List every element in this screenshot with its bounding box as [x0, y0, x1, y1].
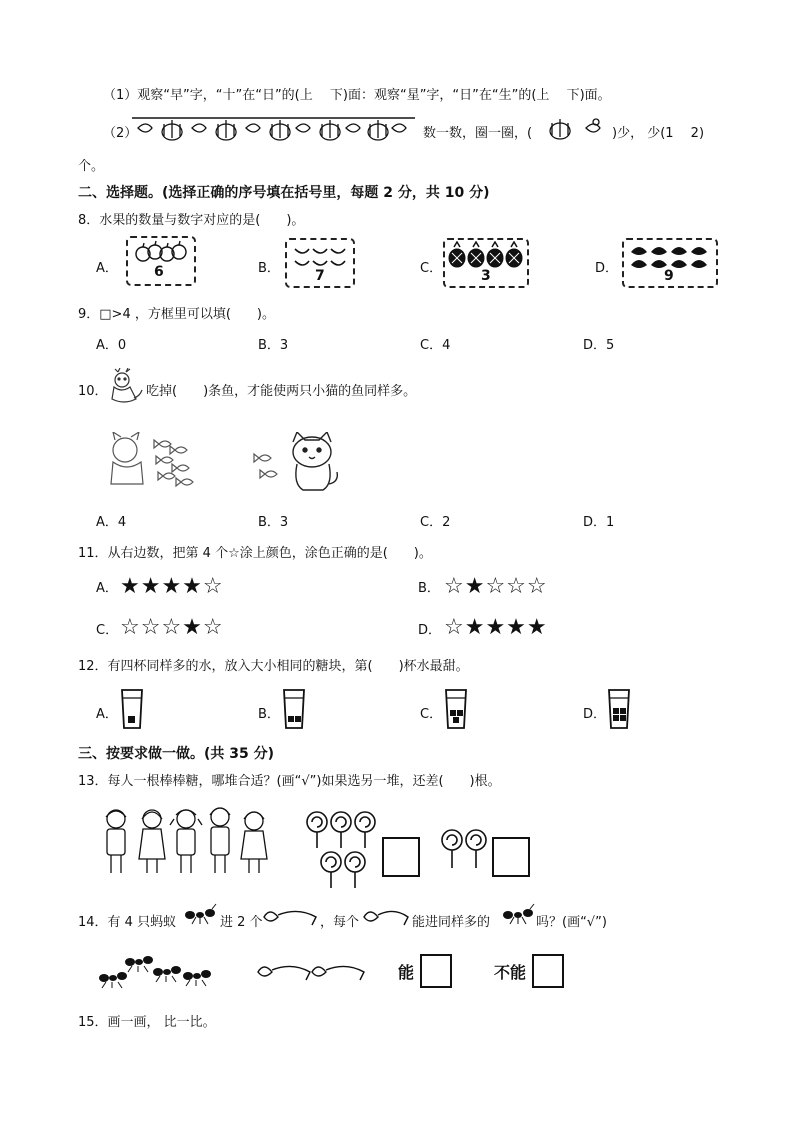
q10-option-c[interactable]: C．2 — [420, 515, 451, 530]
q8-option-b-box[interactable] — [285, 238, 355, 288]
section2-title: 二、选择题。(选择正确的序号填在括号里，每题 2 分，共 10 分) — [78, 185, 490, 201]
q14-can-box[interactable] — [420, 954, 452, 988]
leaf-nest-icon — [262, 905, 320, 927]
q13-answer-box-2[interactable] — [492, 837, 530, 877]
q14-text-a: 14．有 4 只蚂蚁 — [78, 915, 177, 930]
q12-option-d-label: D． — [583, 707, 607, 722]
four-ants-picture — [98, 950, 218, 990]
q14-cannot-label: 不能 — [494, 963, 527, 982]
q14-text-b: 进 2 个 — [220, 915, 263, 930]
lantern-leaf-row — [130, 114, 420, 142]
q11-option-d-stars[interactable]: ☆★★★★ — [444, 615, 548, 640]
q8-text: 8．水果的数量与数字对应的是( )。 — [78, 213, 305, 228]
q7-line2-suffix: 数一数，圈一圈，( — [423, 126, 533, 141]
q8-option-d-box[interactable] — [622, 238, 718, 288]
section3-title: 三、按要求做一做。(共 35 分) — [78, 746, 275, 762]
q14-can-label: 能 — [398, 963, 415, 982]
q8-option-c-number: 3 — [481, 268, 491, 284]
q11-text: 11．从右边数，把第 4 个☆涂上颜色，涂色正确的是( )。 — [78, 546, 432, 561]
q11-option-c-label: C． — [96, 623, 119, 638]
q7-line1: （1）观察“早”字，“十”在“日”的(上 下)面：观察“星”字，“日”在“生”的(上 下)面。 — [103, 88, 611, 103]
strawberries-icon — [628, 243, 714, 271]
q12-option-b-label: B． — [258, 707, 280, 722]
apples-icon — [134, 240, 190, 264]
q9-option-b[interactable]: B．3 — [258, 338, 289, 353]
q13-answer-box-1[interactable] — [382, 837, 420, 877]
deer-cat-icon — [104, 368, 146, 408]
q9-option-c[interactable]: C．4 — [420, 338, 451, 353]
two-leaf-nests-picture — [256, 958, 368, 984]
q8-option-a-box[interactable] — [126, 236, 196, 286]
q8-option-c-box[interactable] — [443, 238, 529, 288]
lollipops-two-icon — [440, 828, 490, 870]
q8-option-b-number: 7 — [315, 268, 325, 284]
q12-option-c-label: C． — [420, 707, 443, 722]
q14-text-d: 能进同样多的 — [412, 915, 491, 930]
q10-option-a[interactable]: A．4 — [96, 515, 127, 530]
q9-option-a[interactable]: A．0 — [96, 338, 127, 353]
q10-number: 10． — [78, 384, 108, 399]
two-cats-with-fish-picture — [103, 432, 343, 492]
q12-text: 12．有四杯同样多的水，放入大小相同的糖块，第( )杯水最甜。 — [78, 659, 469, 674]
q11-option-a-stars[interactable]: ★★★★☆ — [120, 574, 224, 599]
ant-icon — [184, 903, 218, 925]
q8-option-b-label: B． — [258, 261, 280, 276]
pineapples-icon — [447, 241, 527, 269]
cup-two-sugar-icon[interactable] — [282, 688, 306, 730]
cup-four-sugar-icon[interactable] — [607, 688, 631, 730]
ant-icon-2 — [502, 903, 536, 925]
q9-text: 9．□>4 ，方框里可以填( )。 — [78, 307, 275, 322]
q11-option-a-label: A． — [96, 581, 118, 596]
lantern-leaf-choice — [546, 114, 610, 140]
q8-option-d-number: 9 — [664, 268, 674, 284]
lollipops-five-icon — [305, 810, 380, 890]
q9-option-d[interactable]: D．5 — [583, 338, 615, 353]
q10-option-b[interactable]: B．3 — [258, 515, 289, 530]
q14-cannot-box[interactable] — [532, 954, 564, 988]
q8-option-d-label: D． — [595, 261, 619, 276]
q14-text-e: 吗？(画“√”) — [536, 915, 607, 930]
q14-text-c: ，每个 — [320, 915, 360, 930]
q7-line2-tail: )少， 少(1 2) — [612, 126, 705, 141]
q8-option-a-number: 6 — [154, 264, 164, 280]
q10-option-d[interactable]: D．1 — [583, 515, 615, 530]
q15-text: 15．画一画， 比一比。 — [78, 1015, 216, 1030]
q11-option-c-stars[interactable]: ☆☆☆★☆ — [120, 615, 224, 640]
q11-option-b-stars[interactable]: ☆★☆☆☆ — [444, 574, 548, 599]
q8-option-a-label: A． — [96, 261, 118, 276]
q7-line2-prefix: （2） — [103, 126, 138, 141]
leaf-nest-icon-2 — [362, 905, 412, 927]
q7-line3: 个。 — [78, 159, 105, 174]
cup-three-sugar-icon[interactable] — [444, 688, 468, 730]
q12-option-a-label: A． — [96, 707, 118, 722]
q10-text: 吃掉( )条鱼，才能使两只小猫的鱼同样多。 — [146, 384, 417, 399]
q11-option-d-label: D． — [418, 623, 442, 638]
five-children-picture — [100, 805, 275, 877]
q8-option-c-label: C． — [420, 261, 443, 276]
bananas-icon — [293, 243, 349, 269]
q11-option-b-label: B． — [418, 581, 440, 596]
cup-one-sugar-icon[interactable] — [120, 688, 144, 730]
q13-text: 13．每人一根棒棒糖，哪堆合适？(画“√”)如果选另一堆，还差( )根。 — [78, 774, 501, 789]
